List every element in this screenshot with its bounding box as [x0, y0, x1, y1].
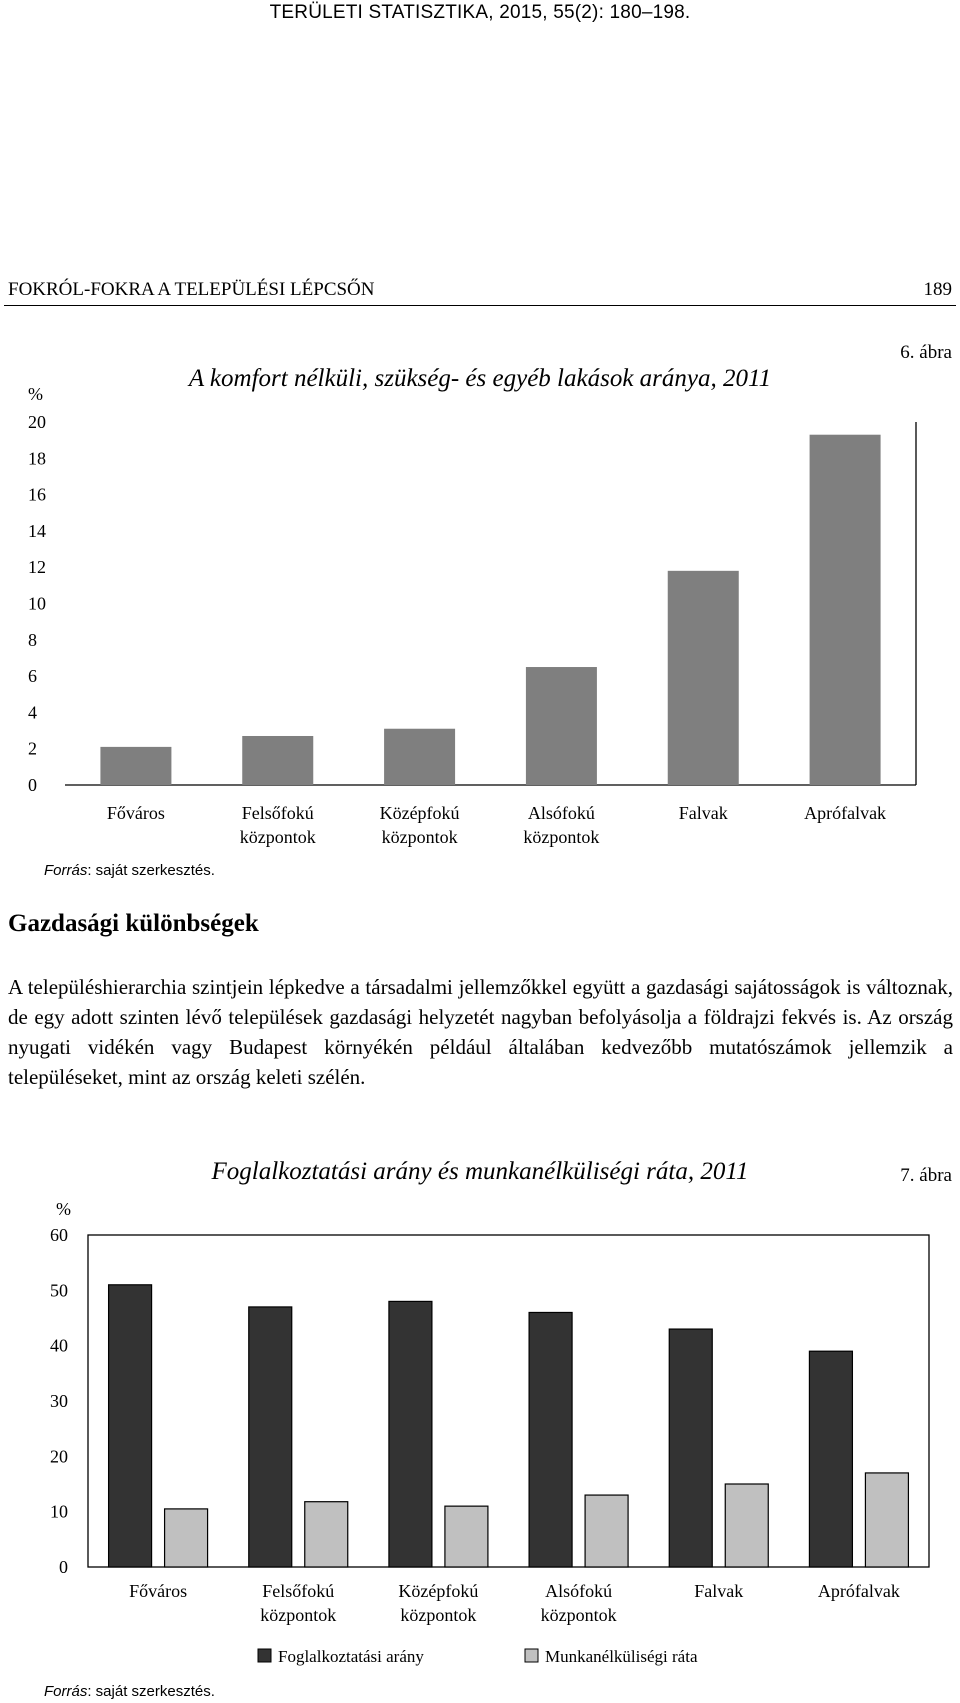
body-paragraph: A településhierarchia szintjein lépkedve a társadalmi jellemzőkkel együtt a gazdasági sajátosságok is változnak, de egy adott szinten lévő települések gazdasági helyzetét nagyban befolyásolja a földrajzi fekvés is. Az ország nyugati vidékén vagy Budapest környékén például általában kedvezőbb mutatószámok jellemzik a településeket, mint az ország keleti szélén. — [8, 975, 953, 1089]
figure6-title: A komfort nélküli, szükség- és egyéb lakások aránya, 2011 — [188, 365, 772, 392]
chart1-y-tick-label: 4 — [28, 702, 37, 723]
chart2-y-tick-label: 60 — [50, 1225, 68, 1245]
chart1-bar-0 — [100, 747, 171, 785]
chart1-y-tick-label: 14 — [28, 520, 46, 541]
chart1-x-tick-label: Falvak — [678, 803, 728, 823]
figure6-source — [44, 862, 215, 879]
chart1-y-tick-label: 20 — [28, 412, 46, 432]
chart2-legend-label: Foglalkoztatási arány — [278, 1647, 424, 1666]
header-rule — [4, 305, 956, 306]
chart2-y-unit: % — [56, 1199, 71, 1219]
figure7-chart — [0, 1195, 960, 1685]
chart1-x-tick-label: Felsőfokú — [241, 803, 314, 823]
chart2-bar-s1-1 — [305, 1502, 348, 1567]
chart1-x-tick-label: Főváros — [106, 803, 165, 823]
chart1-y-tick-label: 12 — [28, 557, 46, 578]
chart1-bar-1 — [242, 736, 313, 785]
chart1-bar-5 — [810, 435, 881, 785]
chart2-bar-s1-0 — [165, 1509, 208, 1567]
chart1-y-unit: % — [28, 384, 43, 404]
chart1-bar-4 — [668, 571, 739, 785]
chart2-legend-label: Munkanélküliségi ráta — [545, 1647, 698, 1666]
chart2-y-tick-label: 40 — [50, 1335, 68, 1356]
chart1-x-tick-label: Középfokú — [379, 803, 460, 823]
chart2-y-tick-label: 50 — [50, 1280, 68, 1301]
chart1-y-tick-label: 6 — [28, 666, 37, 687]
chart2-x-tick-label: központok — [400, 1605, 477, 1625]
chart1-y-tick-label: 2 — [28, 738, 37, 759]
chart2-bar-s0-2 — [389, 1301, 432, 1567]
chart1-x-tick-label: Aprófalvak — [804, 803, 887, 823]
chart1-x-tick-label: Alsófokú — [527, 803, 595, 823]
running-title: FOKRÓL-FOKRA A TELEPÜLÉSI LÉPCSŐN — [8, 279, 375, 300]
chart2-x-tick-label: Falvak — [694, 1581, 744, 1601]
chart1-x-tick-label: központok — [381, 827, 458, 847]
chart1-y-tick-label: 0 — [28, 775, 37, 795]
chart1-y-tick-label: 8 — [28, 629, 37, 650]
chart2-legend-swatch-1 — [525, 1649, 538, 1662]
chart1-bar-2 — [384, 729, 455, 785]
chart2-bar-s0-3 — [529, 1312, 572, 1567]
journal-header: TERÜLETI STATISZTIKA, 2015, 55(2): 180–198. — [269, 2, 691, 23]
chart2-y-tick-label: 0 — [59, 1557, 68, 1577]
figure7-source-label: Forrás — [44, 1683, 88, 1700]
chart2-bar-s0-5 — [809, 1351, 852, 1567]
chart2-x-tick-label: Középfokú — [398, 1581, 479, 1601]
figure7-number: 7. ábra — [900, 1165, 952, 1186]
figure6-source-text: : saját szerkesztés. — [87, 862, 215, 879]
chart2-bar-s1-2 — [445, 1506, 488, 1567]
chart2-bar-s1-5 — [865, 1473, 908, 1567]
chart1-y-tick-label: 10 — [28, 593, 46, 614]
chart1-y-tick-label: 16 — [28, 484, 46, 505]
figure7-source — [44, 1683, 215, 1700]
chart1-bar-3 — [526, 667, 597, 785]
chart2-bar-s1-4 — [725, 1484, 768, 1567]
chart2-bar-s0-0 — [109, 1285, 152, 1567]
chart2-x-tick-label: Alsófokú — [545, 1581, 613, 1601]
chart2-x-tick-label: központok — [260, 1605, 337, 1625]
chart1-y-tick-label: 18 — [28, 448, 46, 469]
chart2-x-tick-label: Aprófalvak — [817, 1581, 900, 1601]
chart2-bar-s1-3 — [585, 1495, 628, 1567]
chart2-bar-s0-4 — [669, 1329, 712, 1567]
figure6-chart — [0, 384, 960, 870]
chart2-y-tick-label: 20 — [50, 1446, 68, 1467]
chart2-plot-frame — [88, 1235, 929, 1567]
chart1-x-tick-label: központok — [239, 827, 316, 847]
page-number: 189 — [923, 279, 952, 300]
figure7-source-text: : saját szerkesztés. — [87, 1683, 215, 1700]
section-heading: Gazdasági különbségek — [8, 910, 259, 937]
chart2-y-tick-label: 10 — [50, 1501, 68, 1522]
figure6-number: 6. ábra — [900, 342, 952, 363]
chart2-legend-swatch-0 — [258, 1649, 271, 1662]
chart2-x-tick-label: Főváros — [129, 1581, 188, 1601]
chart2-x-tick-label: központok — [540, 1605, 617, 1625]
chart2-x-tick-label: Felsőfokú — [262, 1581, 335, 1601]
chart2-y-tick-label: 30 — [50, 1391, 68, 1411]
figure7-title: Foglalkoztatási arány és munkanélküliségi ráta, 2011 — [211, 1158, 749, 1185]
chart1-x-tick-label: központok — [523, 827, 600, 847]
figure6-source-label: Forrás — [44, 862, 88, 879]
chart2-bar-s0-1 — [249, 1307, 292, 1567]
